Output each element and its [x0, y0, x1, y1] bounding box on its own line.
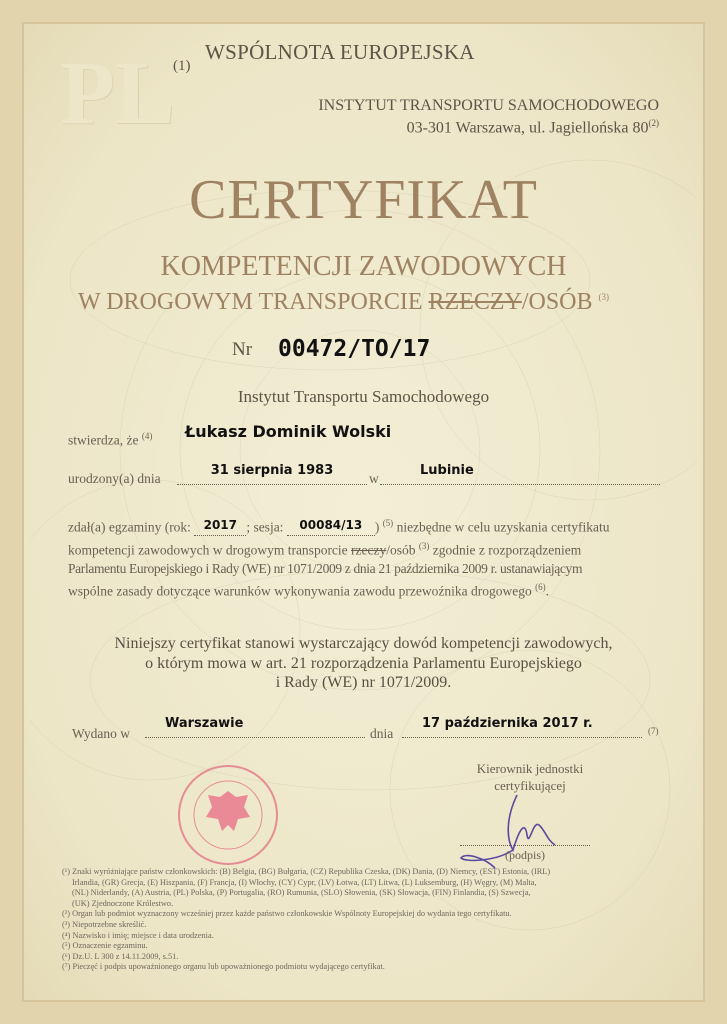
- community-heading: WSPÓLNOTA EUROPEJSKA: [205, 40, 475, 64]
- birth-place: Lubinie: [380, 463, 660, 485]
- footnote-ref: (3): [418, 540, 430, 551]
- issued-place: Warszawie: [145, 716, 365, 738]
- exam-text: /osób: [386, 542, 416, 557]
- certificate-number: 00472/TO/17: [278, 336, 431, 362]
- statement-line: Niniejszy certyfikat stanowi wystarczający dowód kompetencji zawodowych,: [114, 635, 613, 652]
- footnote-ref: (2): [648, 118, 659, 128]
- exam-paragraph: zdał(a) egzaminy (rok: 2017 ; sesja: 00084/13 ) $^{(5)}$ niezbędne w celu uzyskania certyfikatu kompetencji zawodowych w drogowym transporcie rzeczy/osób $^{(3)}$ zgodnie z rozporządzeniem Parlamentu Europejskiego i Rady (WE) nr 1071/2009 z dnia 21 października 2009 r. ustanawiającym wspólne zasady dotyczące warunków wykonywania zawodu przewoźnika drogowego $^{(6)}$.: [68, 517, 610, 599]
- footnote-ref: (3): [598, 292, 609, 302]
- date-label: dnia: [370, 726, 394, 741]
- issued-label: Wydano w: [72, 726, 131, 741]
- footnote: (NL) Niderlandy, (A) Austria, (PL) Polska, (P) Portugalia, (RO) Rumunia, (SLO) Słowenia, (SK) Słowacja, (FIN) Finlandia, (S) Szwecja,: [72, 888, 531, 898]
- exam-text: kompetencji zawodowych w drogowym transporcie: [68, 542, 352, 557]
- footnote-ref: (5): [382, 518, 394, 528]
- holder-name: Łukasz Dominik Wolski: [185, 422, 392, 441]
- subtitle-option: /OSÓB: [521, 289, 593, 315]
- address-text: 03-301 Warszawa, ul. Jagiellońska 80: [406, 119, 649, 137]
- exam-text: niezbędne w celu uzyskania certyfikatu: [396, 519, 610, 535]
- footnote: (UK) Zjednoczone Królestwo.: [72, 898, 174, 908]
- number-label: Nr: [232, 339, 253, 360]
- signature-title-line: Kierownik jednostki: [476, 761, 584, 776]
- holder-label: stwierdza, że: [68, 432, 139, 448]
- exam-text: zdał(a) egzaminy (rok:: [68, 519, 191, 535]
- issued-date: 17 października 2017 r.: [402, 716, 642, 738]
- institute-name: INSTYTUT TRANSPORTU SAMOCHODOWEGO: [318, 97, 659, 114]
- footnote: (⁵) Oznaczenie egzaminu.: [62, 941, 148, 951]
- footnote-ref: (7): [648, 726, 659, 736]
- exam-text: zgodnie z rozporządzeniem: [432, 542, 582, 557]
- birth-label: urodzony(a) dnia: [68, 471, 161, 486]
- country-watermark: PL: [60, 44, 176, 143]
- footnote-ref: (6): [535, 582, 546, 592]
- official-stamp: [176, 763, 280, 867]
- struck-option: rzeczy: [351, 542, 387, 557]
- statement: [0, 634, 727, 693]
- birth-date: 31 sierpnia 1983: [177, 463, 367, 485]
- certificate-subtitle-2: [78, 289, 609, 316]
- footnotes: [62, 867, 550, 973]
- footnote-ref: (4): [141, 431, 153, 441]
- signature-title: [470, 760, 590, 794]
- exam-text: ): [374, 519, 380, 535]
- footnote: (²) Organ lub podmiot wyznaczony wcześniej przez każde państwo członkowskie Wspólnoty Europejskiej do wydania tego certyfikatu.: [62, 909, 512, 919]
- footnote: Irlandia, (GR) Grecja, (E) Hiszpania, (F) Francja, (I) Włochy, (CY) Cypr, (LV) Łotwa, (LT) Litwa, (L) Luksemburg, (H) Węgry, (M) Malta,: [72, 877, 537, 887]
- footnote-marker: (1): [173, 58, 191, 74]
- footnote: (⁴) Nazwisko i imię; miejsce i data urodzenia.: [62, 930, 214, 940]
- exam-text: wspólne zasady dotyczące warunków wykonywania zawodu przewoźnika drogowego: [68, 583, 532, 599]
- signature-caption: (podpis): [505, 848, 545, 862]
- institute-address: [407, 118, 659, 137]
- exam-session: 00084/13: [287, 516, 375, 536]
- signature-title-line: certyfikującej: [494, 778, 566, 793]
- certificate-title: CERTYFIKAT: [189, 169, 538, 231]
- issuer-name: Instytut Transportu Samochodowego: [237, 387, 490, 406]
- subtitle-text: W DROGOWYM TRANSPORCIE: [78, 289, 429, 315]
- footnote: (¹) Znaki wyróżniające państw członkowskich: (B) Belgia, (BG) Bułgaria, (CZ) Republika Czeska, (DK) Dania, (D) Niemcy, (EST) Estonia, (IRL): [62, 867, 551, 876]
- exam-year: 2017: [194, 516, 246, 536]
- certificate-subtitle-1: KOMPETENCJI ZAWODOWYCH: [160, 251, 567, 282]
- exam-text: ; sesja:: [246, 519, 284, 535]
- birth-place-label: w: [369, 471, 379, 486]
- struck-option: RZECZY: [428, 289, 522, 315]
- footnote: (³) Niepotrzebne skreślić.: [62, 919, 147, 929]
- statement-line: i Rady (WE) nr 1071/2009.: [275, 674, 452, 691]
- exam-text: Parlamentu Europejskiego i Rady (WE) nr 1071/2009 z dnia 21 października 2009 r. ustanawiającym: [68, 561, 583, 576]
- footnote: (⁷) Pieczęć i podpis upoważnionego organu lub upoważnionego podmiotu wydającego certyfikat.: [62, 962, 385, 972]
- footnote: (⁶) Dz.U. L 300 z 14.11.2009, s.51.: [62, 951, 179, 961]
- statement-line: o którym mowa w art. 21 rozporządzenia Parlamentu Europejskiego: [145, 654, 582, 672]
- eagle-emblem-icon: [206, 791, 250, 831]
